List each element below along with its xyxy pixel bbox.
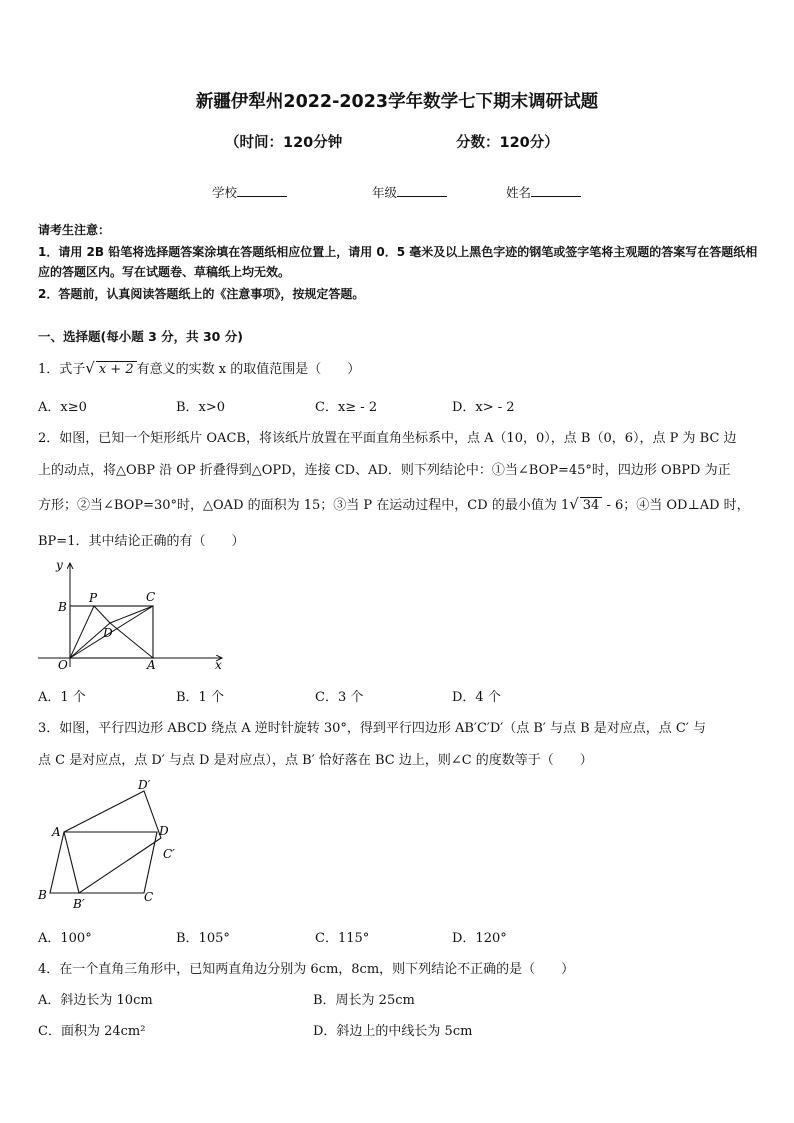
q1-option-a[interactable]: A．x≥0 bbox=[38, 400, 87, 415]
q1-option-c[interactable]: C．x≥ - 2 bbox=[315, 400, 378, 415]
q1-option-d[interactable]: D．x> - 2 bbox=[452, 400, 515, 415]
q3-line-1: 3．如图，平行四边形 ABCD 绕点 A 逆时针旋转 30°，得到平行四边形 AB′C′D′（点 B′ 与点 B 是对应点，点 C′ 与 bbox=[38, 721, 706, 736]
label-c: C bbox=[146, 590, 156, 604]
radical-sign-icon: √ bbox=[569, 495, 579, 513]
grade-label: 年级 bbox=[372, 185, 398, 200]
q3-option-c[interactable]: C．115° bbox=[315, 931, 370, 946]
score-label: 分数：120分） bbox=[456, 135, 559, 151]
q2-line-3-pre: 方形；②当∠BOP=30°时，△OAD 的面积为 15；③当 P 在运动过程中，CD 的最小值为 1 bbox=[38, 498, 570, 513]
name-blank[interactable] bbox=[531, 184, 581, 197]
label-a: A bbox=[52, 825, 61, 839]
q3-line-2: 点 C 是对应点，点 D′ 与点 D 是对应点），点 B′ 恰好落在 BC 边上，则∠C 的度数等于（ ） bbox=[38, 753, 593, 768]
q2-line-2: 上的动点，将△OBP 沿 OP 折叠得到△OPD，连接 CD、AD．则下列结论中：①当∠BOP=45°时，四边形 OBPD 为正 bbox=[38, 463, 731, 478]
q3-option-a[interactable]: A．100° bbox=[38, 931, 92, 946]
radical-sign-icon: √ bbox=[85, 359, 95, 377]
label-c-prime: C′ bbox=[163, 847, 175, 861]
q4-option-d[interactable]: D．斜边上的中线长为 5cm bbox=[313, 1024, 473, 1039]
exam-title: 新疆伊犁州2022-2023学年数学七下期末调研试题 bbox=[195, 92, 599, 112]
label-d: D bbox=[159, 824, 169, 838]
q2-line-3 bbox=[38, 494, 750, 513]
q1-stem bbox=[38, 358, 360, 377]
q4-stem: 4．在一个直角三角形中，已知两直角边分别为 6cm，8cm，则下列结论不正确的是（ ） bbox=[38, 962, 575, 977]
notice-item-1: 1．请用 2B 铅笔将选择题答案涂填在答题纸相应位置上，请用 0．5 毫米及以上黑色字迹的钢笔或签字笔将主观题的答案写在答题纸相应的答题区内。写在试题卷、草稿纸上均无效。 bbox=[38, 245, 758, 279]
label-b: B bbox=[38, 888, 47, 902]
label-c: C bbox=[144, 890, 154, 904]
q4-option-b[interactable]: B．周长为 25cm bbox=[313, 993, 415, 1008]
name-field bbox=[506, 183, 581, 201]
label-b: B bbox=[58, 600, 67, 614]
label-d-prime: D′ bbox=[138, 778, 151, 792]
q3-option-d[interactable]: D．120° bbox=[452, 931, 507, 946]
q1-post: 有意义的实数 x 的取值范围是（ ） bbox=[136, 362, 361, 377]
q2-option-c[interactable]: C．3 个 bbox=[315, 690, 364, 705]
q3-figure bbox=[30, 775, 190, 910]
school-label: 学校 bbox=[212, 185, 238, 200]
label-o: O bbox=[58, 658, 68, 672]
label-y: y bbox=[56, 558, 63, 572]
q2-line-4: BP=1．其中结论正确的有（ ） bbox=[38, 534, 245, 549]
q2-option-b[interactable]: B．1 个 bbox=[176, 690, 224, 705]
q2-line-3-post: - 6；④当 OD⊥AD 时， bbox=[606, 498, 750, 513]
parallelogram-abcd-rotated bbox=[64, 791, 161, 893]
label-x: x bbox=[215, 658, 222, 672]
notice-item-2: 2．答题前，认真阅读答题纸上的《注意事项》，按规定答题。 bbox=[38, 287, 365, 301]
q1-pre: 1．式子 bbox=[38, 362, 86, 377]
school-blank[interactable] bbox=[237, 184, 287, 197]
segment-ad bbox=[110, 623, 153, 658]
q2-option-d[interactable]: D．4 个 bbox=[452, 690, 501, 705]
notice-title: 请考生注意： bbox=[38, 223, 111, 237]
label-d: D bbox=[103, 626, 113, 640]
q4-option-c[interactable]: C．面积为 24cm² bbox=[38, 1024, 146, 1039]
section-title: 一、选择题(每小题 3 分，共 30 分) bbox=[38, 329, 243, 344]
school-field bbox=[212, 183, 287, 201]
q2-line-1: 2．如图，已知一个矩形纸片 OACB，将该纸片放置在平面直角坐标系中，点 A（10，0），点 B（0，6），点 P 为 BC 边 bbox=[38, 431, 737, 446]
q1-radicand: x + 2 bbox=[96, 361, 137, 377]
grade-blank[interactable] bbox=[397, 184, 447, 197]
name-label: 姓名 bbox=[506, 185, 532, 200]
q2-figure bbox=[30, 555, 230, 675]
segment-pd bbox=[94, 606, 110, 623]
segment-cd bbox=[110, 606, 153, 623]
label-p: P bbox=[89, 591, 98, 605]
time-label: （时间：120分钟 bbox=[225, 135, 343, 151]
grade-field bbox=[372, 183, 447, 201]
q2-radicand: 34 bbox=[580, 497, 603, 513]
label-b-prime: B′ bbox=[73, 897, 85, 910]
q1-option-b[interactable]: B．x>0 bbox=[176, 400, 226, 415]
label-a: A bbox=[147, 658, 156, 672]
q3-option-b[interactable]: B．105° bbox=[176, 931, 230, 946]
q2-option-a[interactable]: A．1 个 bbox=[38, 690, 86, 705]
q4-option-a[interactable]: A．斜边长为 10cm bbox=[38, 993, 153, 1008]
